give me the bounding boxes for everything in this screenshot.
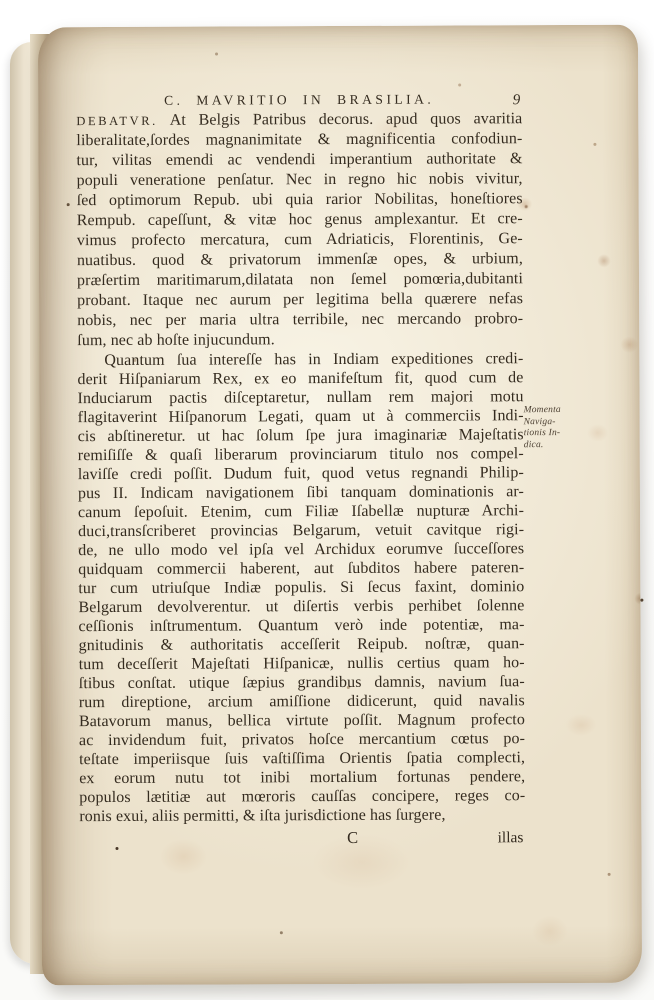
text-line: rum direptione, arcium amiſſione didicerunt, quid navalis <box>78 692 525 712</box>
text-line: Batavorum manus, bellica virtute poſſit. Magnum profecto <box>78 711 525 731</box>
text-line: Momenta <box>523 405 561 416</box>
text-line: nuatibus. quod & privatorum immenſæ opes, & urbium, <box>76 250 523 270</box>
paragraph-1-lines <box>76 129 523 351</box>
page-number: 9 <box>512 92 521 109</box>
text-line: nobis, nec per maria ultra terribile, nec mercando probro- <box>77 310 524 330</box>
text-line: teſtate imperiisque ſuis vaſtiſſima Orientis ſpatia complecti, <box>79 749 526 769</box>
text-line: de, ne ullo modo vel ipſa vel Archidux eorumve ſucceſſores <box>78 540 525 560</box>
running-title: C. MAVRITIO IN BRASILIA. <box>164 91 435 108</box>
text-line: Belgarum devolverentur. ut diſertis verbis perhibet ſolenne <box>78 597 525 617</box>
text-line: populi veneratione penſatur. Nec in regno hic nobis vivitur, <box>76 170 523 190</box>
text-line: ex eorum nutu tot inibi mortalium fortunas pendere, <box>79 768 526 788</box>
text-line: probant. Itaque nec aurum per legitima bella quærere nefas <box>77 290 524 310</box>
text-line: laviſſe credi poſſit. Dudum fuit, quod vetus regnandi Philip- <box>77 464 524 484</box>
text-line: ſum, nec ab hoſte injucundum. <box>77 331 275 350</box>
lead-line <box>76 109 522 131</box>
text-line: tum deceſſerit Majeſtati Hiſpanicæ, nullis certius quam ho- <box>78 654 525 674</box>
book-page <box>38 25 642 986</box>
paragraph-2 <box>77 349 525 826</box>
signature-mark: C <box>347 827 359 847</box>
text-line: Quantum ſua intereſſe has in Indiam expeditiones credi- <box>104 350 524 370</box>
text-line: ac invidendum fuit, privatos hoſce mercantium cœtus po- <box>78 730 526 750</box>
text-line: Naviga- <box>523 416 556 427</box>
text-line: ronis exui, aliis permitti, & iſta jurisdictione has ſurgere, <box>79 806 446 826</box>
page-footer <box>79 827 525 851</box>
text-line: populos lætitiæ aut mœroris cauſſas concipere, reges co- <box>79 787 526 807</box>
paragraph-1 <box>76 109 523 351</box>
text-line: remiſiſſe & quaſi liberarum provinciarum titulo nos compel- <box>77 445 524 465</box>
lead-line-text: At Belgis Patribus decorus. apud quos avaritia <box>169 110 523 129</box>
text-line: duci,transſcriberet provincias Belgarum, vetuit cavitque rigi- <box>78 521 525 541</box>
text-line: pus II. Indicam navigationem ſibi tanquam dominationis ar- <box>77 483 524 503</box>
text-line: canum ſepoſuit. Etenim, cum Filiæ Iſabellæ nupturæ Archi- <box>77 502 525 522</box>
text-line: derit Hiſpaniarum Rex, ex eo manifeſtum fit, quod cum de <box>77 369 524 389</box>
margin-note <box>524 405 578 451</box>
text-line: præſertim maritimarum,dilatata non ſemel pomœria,dubitanti <box>76 270 524 290</box>
catchword: illas <box>497 829 524 847</box>
text-line: Rempub. capeſſunt, & vitæ hoc genus amplexantur. Et cre- <box>76 210 523 230</box>
text-line: ceſſionis inſtrumentum. Quantum verò inde potentiæ, ma- <box>78 616 525 636</box>
ink-specks <box>38 27 41 30</box>
text-line: tur cum utriuſque Indiæ populis. Si ſecus faxint, dominio <box>78 578 525 598</box>
body-text <box>76 109 525 851</box>
text-line: flagitaverint Hiſpanorum Legati, quam ut à commerciis Indi- <box>77 407 524 427</box>
text-line: ſed optimorum Repub. ubi quia rarior Nobilitas, honeſtiores <box>76 190 523 210</box>
lead-word: DEBATVR. <box>76 113 158 129</box>
text-line: tur, vilitas emendi ac vendendi imperantium authoritate & <box>76 150 523 170</box>
text-line: tionis In- <box>523 428 561 439</box>
text-line: cis abſtineretur. ut hac ſolum ſpe jura imaginariæ Majeſtatis <box>77 426 524 446</box>
text-line: Induciarum pactis diſceptaretur, nullam rem majori motu <box>77 388 524 408</box>
text-line: liberalitate,ſordes magnanimitate & magnificentia confodiun- <box>76 130 523 150</box>
text-line: ſtibus conſtat. utique ſæpius grandibus damnis, navium ſua- <box>78 673 525 693</box>
text-line: dica. <box>523 439 544 450</box>
text-line: quidquam commercii haberent, aut ſubditos habere pateren- <box>78 559 525 579</box>
text-line: gnitudinis & authoritatis acceſſerit Reipub. noſtræ, quan- <box>78 635 525 655</box>
text-line: vimus profecto mercatura, cum Adriaticis, Florentinis, Ge- <box>76 230 523 250</box>
